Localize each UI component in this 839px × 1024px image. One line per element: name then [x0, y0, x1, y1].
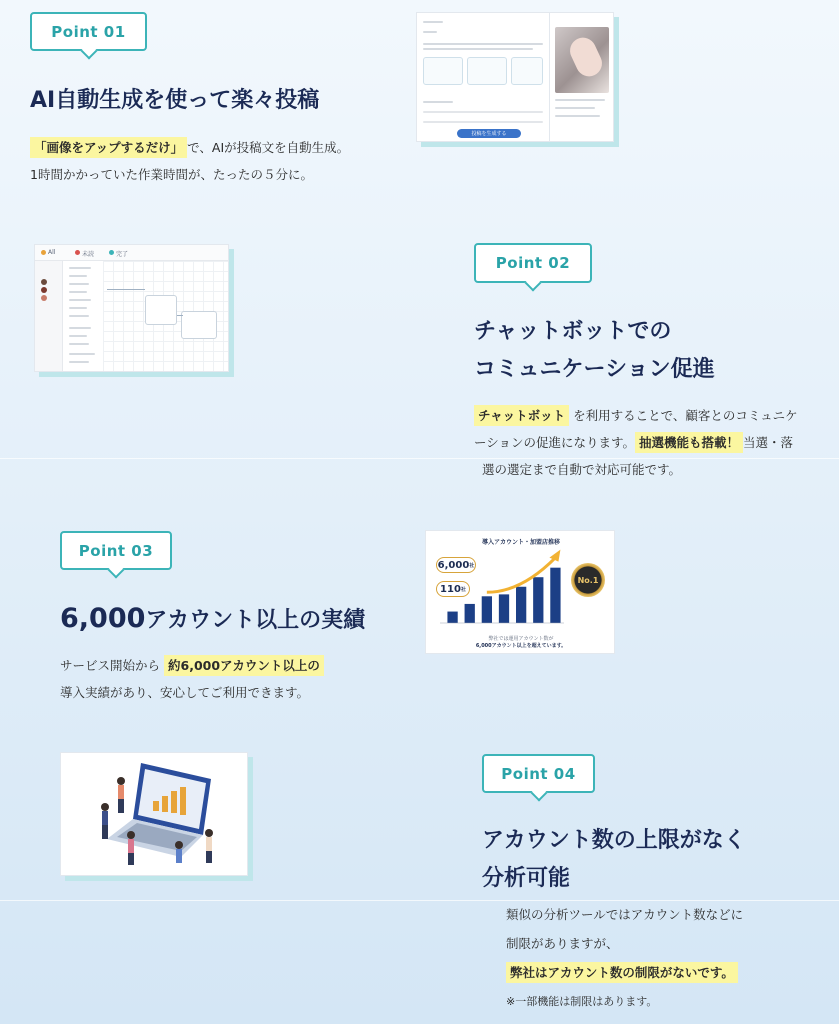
- tab-dot-icon: [41, 250, 46, 255]
- chart-bar: [499, 594, 509, 623]
- stat-badge-6000: 6,000 社: [436, 557, 476, 573]
- tab-dot-icon: [109, 250, 114, 255]
- point-01-text: 「画像をアップするだけ」 で、AIが投稿文を自動生成。 1時間かかっていた作業時間が、たったの５分に。: [30, 134, 349, 188]
- point-02-title: チャットボットでの コミュニケーション促進: [474, 319, 715, 382]
- point-03-text: サービス開始から 約6,000アカウント以上の 導入実績があり、安心してご利用できます。: [60, 652, 324, 706]
- chart-bar: [550, 568, 560, 623]
- generate-post-button[interactable]: 投稿を生成する: [457, 129, 521, 138]
- chart-bar: [533, 577, 543, 623]
- point-03-badge: Point 03: [60, 531, 172, 570]
- point-01-title: AI自動生成を使って楽々投稿: [30, 88, 320, 113]
- point-02-badge: Point 02: [474, 243, 592, 283]
- analytics-illustration: [60, 752, 248, 876]
- stat-badge-110: 110 社: [436, 581, 470, 597]
- point-04-badge: Point 04: [482, 754, 595, 793]
- chart-bar: [447, 612, 457, 623]
- chart-bar: [465, 604, 475, 623]
- point-01-highlight: 「画像をアップするだけ」: [30, 137, 187, 158]
- point-04-text: 類似の分析ツールではアカウント数などに 制限がありますが、 弊社はアカウント数の制限がないです。 ※一部機能は制限はあります。: [506, 907, 744, 1008]
- point-04-title: アカウント数の上限がなく 分析可能: [482, 828, 746, 891]
- laptop-chart-illustration: [61, 753, 248, 876]
- point-02-highlight-chatbot: チャットボット: [474, 405, 569, 426]
- point-01-badge: Point 01: [30, 12, 147, 51]
- chart-bar: [516, 587, 526, 623]
- point-03-title: 6,000アカウント以上の実績: [60, 603, 366, 634]
- point-04-highlight: 弊社はアカウント数の制限がないです。: [506, 962, 738, 983]
- no1-medal-icon: No.1: [571, 563, 605, 597]
- nail-photo: [555, 27, 609, 93]
- tab-dot-icon: [75, 250, 80, 255]
- ai-post-mockup: [416, 12, 614, 142]
- chart-bar: [482, 596, 492, 623]
- point-02-text: チャットボット を利用することで、顧客とのコミュニケ ーションの促進になります。 抽選機能も搭載！ 当選・落 選の選定まで自動で対応可能です。: [474, 402, 834, 483]
- point-03-highlight: 約6,000アカウント以上の: [164, 655, 324, 676]
- point-02-highlight-lottery: 抽選機能も搭載！: [635, 432, 743, 453]
- accounts-chart-card: 導入アカウント・加盟店推移 6,000 社 110 社 No.1 弊社では運用アカウント数が 6,000アカウント以上を超えています。: [425, 530, 615, 654]
- chatbot-flow-mockup: All 未読 完了: [34, 244, 229, 372]
- chart-title: 導入アカウント・加盟店推移: [482, 539, 560, 546]
